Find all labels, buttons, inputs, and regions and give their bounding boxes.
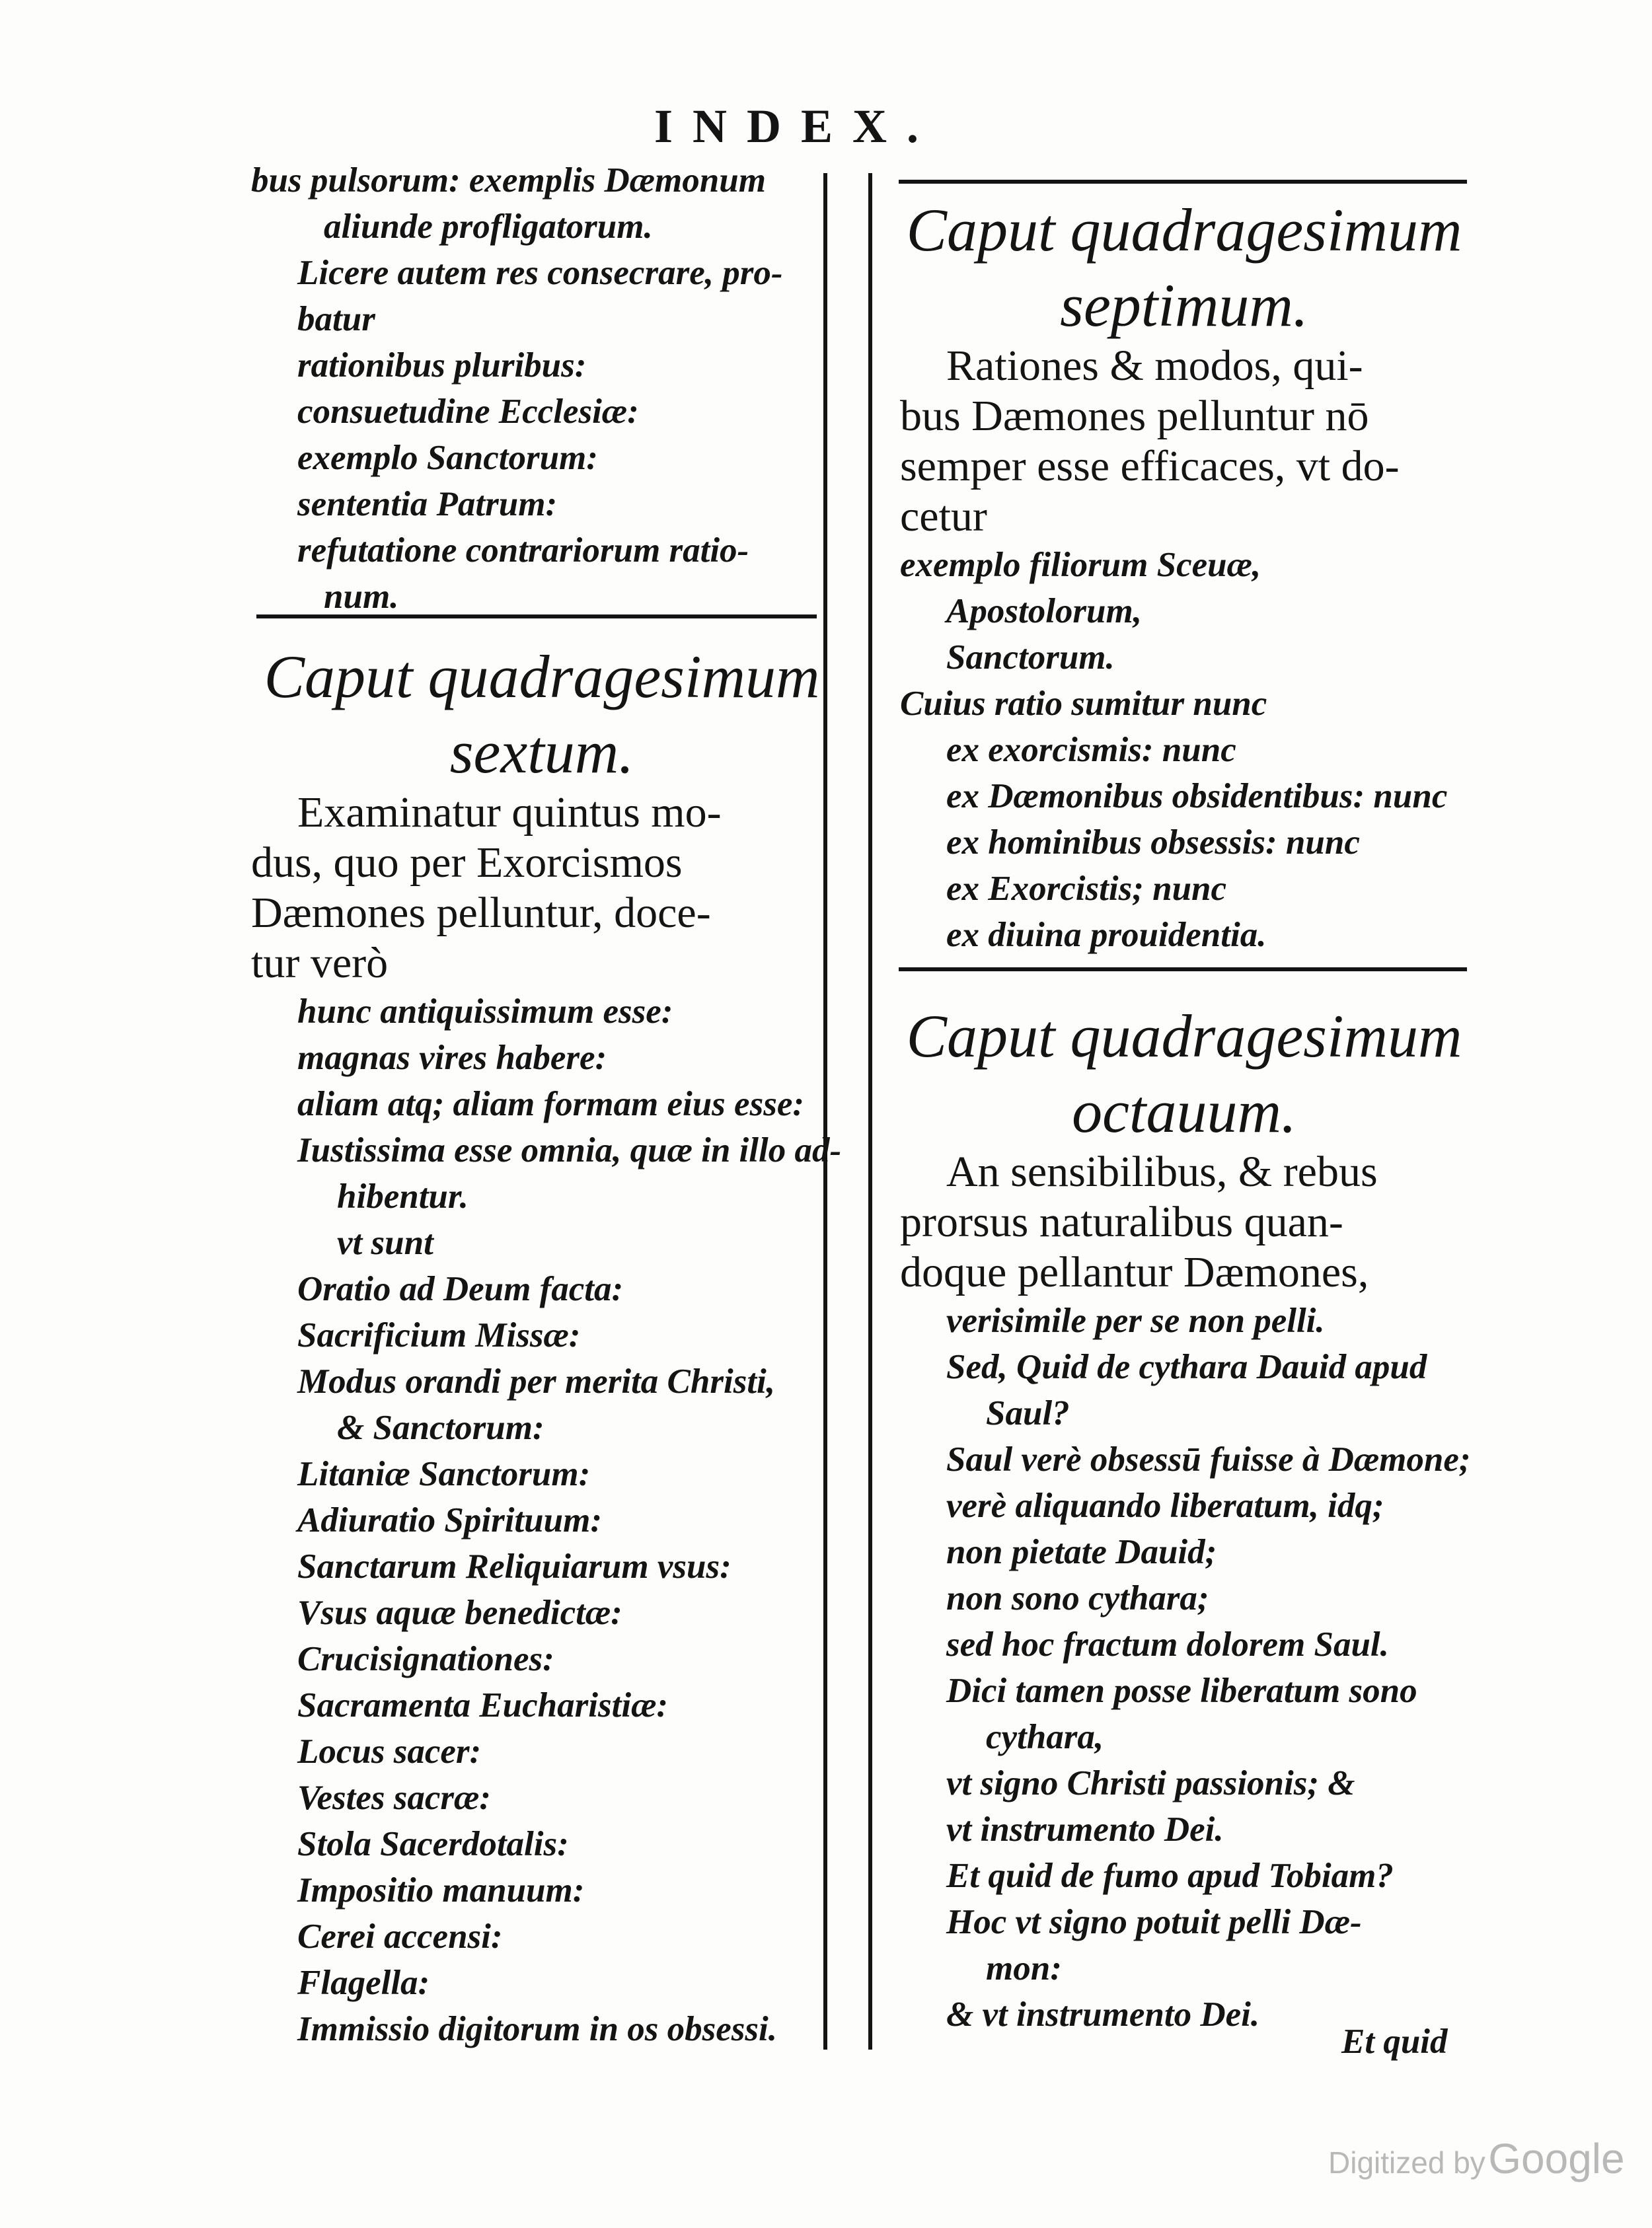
index-entry: cythara, (986, 1718, 1104, 1756)
entries-bottom (251, 988, 842, 2052)
summary-line: cetur (900, 492, 987, 540)
index-entry: Flagella: (297, 1964, 430, 2002)
index-entry: Modus orandi per merita Christi, (297, 1362, 776, 1401)
index-entry: non pietate Dauid; (946, 1533, 1217, 1571)
index-entry: exemplo Sanctorum: (297, 439, 598, 477)
index-entry: sententia Patrum: (297, 485, 558, 523)
index-entry: ex exorcismis: nunc (946, 731, 1236, 769)
digitized-watermark (1328, 2134, 1625, 2183)
index-entry: Crucisignationes: (297, 1640, 554, 1678)
entries-top (251, 157, 833, 620)
left-column (251, 157, 842, 2052)
index-entry: exemplo filiorum Sceuæ, (900, 546, 1261, 584)
right-column (900, 157, 1471, 2038)
entries-chapter-48 (900, 1298, 1471, 2038)
index-entry: & vt instrumento Dei. (946, 1995, 1260, 2034)
index-entry: Apostolorum, (946, 592, 1143, 630)
index-entry: aliunde profligatorum. (324, 207, 653, 246)
index-entry: Sanctorum. (946, 638, 1115, 677)
chapter-48-title-line2: octauum. (1072, 1078, 1296, 1145)
index-entry: ex Dæmonibus obsidentibus: nunc (946, 777, 1448, 815)
index-entry: Sed, Quid de cythara Dauid apud (946, 1348, 1427, 1386)
google-logo: Google (1488, 2135, 1625, 2182)
index-entry: Sacrificium Missæ: (297, 1316, 581, 1355)
summary-line: An sensibilibus, & rebus (946, 1148, 1378, 1196)
summary-line: dus, quo per Exorcismos (251, 838, 683, 887)
index-entry: bus pulsorum: exemplis Dæmonum (251, 161, 766, 200)
chapter-46-title-line1: Caput quadragesimum (264, 643, 820, 710)
chapter-46-summary (251, 788, 833, 988)
chapter-48-summary (900, 1147, 1468, 1298)
column-rule-right (868, 173, 872, 2050)
index-entry: Saul? (986, 1394, 1070, 1432)
chapter-47-title-line2: septimum. (1060, 272, 1308, 339)
index-entry: non sono cythara; (946, 1579, 1209, 1617)
summary-line: Examinatur quintus mo- (297, 788, 722, 836)
index-entry: Sacramenta Eucharistiæ: (297, 1686, 669, 1725)
index-entry: Locus sacer: (297, 1732, 482, 1771)
index-entry: Hoc vt signo potuit pelli Dæ- (946, 1903, 1362, 1941)
index-entry: Cuius ratio sumitur nunc (900, 685, 1267, 723)
index-entry: & Sanctorum: (337, 1409, 544, 1447)
index-entry: Saul verè obsessū fuisse à Dæmone; (946, 1440, 1471, 1479)
index-entry: Et quid de fumo apud Tobiam? (946, 1857, 1394, 1895)
index-entry: refutatione contrariorum ratio- (297, 531, 749, 570)
catchword: Et quid (1341, 2023, 1448, 2061)
summary-line: tur verò (251, 939, 389, 987)
index-entry: verè aliquando liberatum, idq; (946, 1487, 1384, 1525)
index-entry: Oratio ad Deum facta: (297, 1270, 624, 1308)
index-entry: Cerei accensi: (297, 1917, 503, 1956)
summary-line: Rationes & modos, qui- (946, 342, 1363, 390)
index-entry: Licere autem res consecrare, pro- (297, 254, 783, 292)
chapter-47-title-line1: Caput quadragesimum (906, 196, 1462, 264)
index-entry: Vsus aquæ benedictæ: (297, 1594, 622, 1632)
index-entry: vt signo Christi passionis; & (946, 1764, 1355, 1802)
index-entry: Immissio digitorum in os obsessi. (297, 2010, 777, 2048)
index-entry: consuetudine Ecclesiæ: (297, 392, 639, 431)
index-entry: hibentur. (337, 1177, 469, 1216)
index-entry: Adiuratio Spirituum: (297, 1501, 602, 1540)
index-entry: batur (297, 300, 375, 338)
running-head: INDEX. (654, 100, 939, 153)
summary-line: Dæmones pelluntur, doce- (251, 889, 711, 937)
summary-line: prorsus naturalibus quan- (900, 1198, 1343, 1246)
chapter-47-summary (900, 341, 1468, 542)
index-entry: Impositio manuum: (297, 1871, 585, 1910)
index-entry: aliam atq; aliam formam eius esse: (297, 1085, 804, 1123)
index-entry: vt instrumento Dei. (946, 1810, 1224, 1849)
chapter-48-title-line1: Caput quadragesimum (906, 1002, 1462, 1070)
chapter-46-title-line2: sextum. (449, 718, 634, 786)
index-entry: Litaniæ Sanctorum: (297, 1455, 591, 1493)
index-entry: vt sunt (337, 1224, 433, 1262)
watermark-prefix: Digitized by (1328, 2145, 1485, 2180)
index-entry: verisimile per se non pelli. (946, 1302, 1325, 1340)
index-entry: Sanctarum Reliquiarum vsus: (297, 1547, 732, 1586)
index-entry: ex Exorcistis; nunc (946, 870, 1227, 908)
index-entry: rationibus pluribus: (297, 346, 587, 385)
index-entry: ex hominibus obsessis: nunc (946, 823, 1360, 862)
summary-line: bus Dæmones pelluntur nō (900, 392, 1369, 440)
index-entry: ex diuina prouidentia. (946, 916, 1267, 954)
index-entry: hunc antiquissimum esse: (297, 992, 673, 1031)
index-entry: magnas vires habere: (297, 1039, 607, 1077)
entries-chapter-47 (900, 542, 1468, 958)
index-entry: Iustissima esse omnia, quæ in illo ad- (297, 1131, 842, 1170)
index-entry: Stola Sacerdotalis: (297, 1825, 569, 1863)
summary-line: semper esse efficaces, vt do- (900, 442, 1400, 490)
index-entry: Dici tamen posse liberatum sono (946, 1672, 1417, 1710)
summary-line: doque pellantur Dæmones, (900, 1248, 1369, 1296)
index-entry: mon: (986, 1949, 1062, 1987)
index-entry: Vestes sacræ: (297, 1779, 491, 1817)
index-entry: num. (324, 577, 399, 616)
index-entry: sed hoc fractum dolorem Saul. (946, 1625, 1389, 1664)
